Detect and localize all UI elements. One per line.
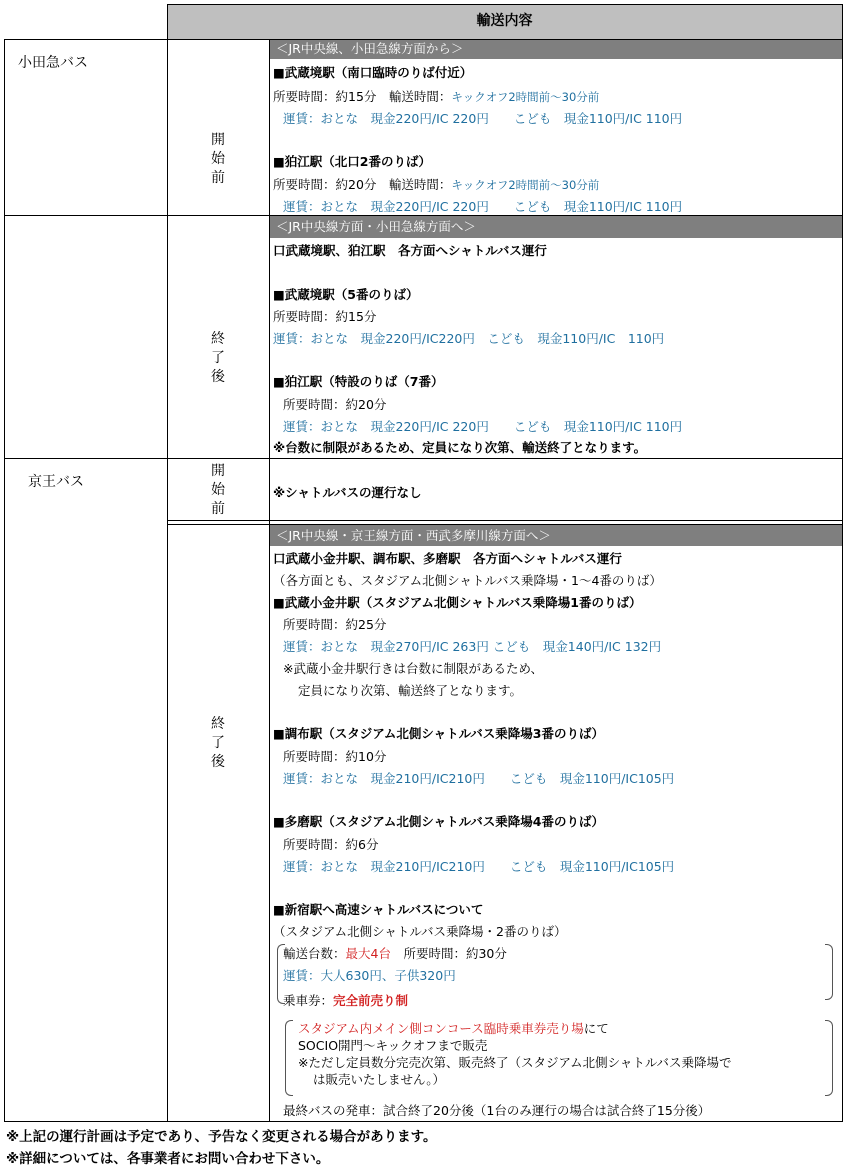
table-border	[4, 1121, 843, 1122]
table-border	[4, 458, 843, 459]
stop-title: ■調布駅（スタジアム北側シャトルバス乗降場3番のりば）	[273, 726, 605, 741]
pickup-location: （スタジアム北側シャトルバス乗降場・2番のりば）	[273, 924, 567, 939]
table-border	[4, 39, 5, 1122]
fare: 運賃：おとな 現金210円/IC210円 こども 現金110円/IC105円	[283, 859, 675, 874]
no-service-note: ※シャトルバスの運行なし	[273, 485, 422, 500]
vehicle-count: 輸送台数：最大4台 所要時間：約30分	[283, 946, 507, 961]
stop-title: ■狛江駅（特設のりば（7番）	[273, 374, 444, 389]
header-title: 輸送内容	[476, 13, 533, 29]
ticket-info: 乗車券：完全前売り制	[283, 993, 409, 1008]
fare: 運賃：おとな 現金270円/IC 263円 こども 現金140円/IC 132円	[283, 639, 662, 654]
table-border	[167, 4, 843, 5]
fare: 運賃：おとな 現金210円/IC210円 こども 現金110円/IC105円	[283, 771, 675, 786]
route-intro: 口武蔵境駅、狛江駅 各方面へシャトルバス運行	[273, 243, 547, 258]
route-intro: 口武蔵小金井駅、調布駅、多磨駅 各方面へシャトルバス運行	[273, 551, 622, 566]
footnote: ※詳細については、各事業者にお問い合わせ下さい。	[6, 1151, 330, 1167]
label-before: 開 始 前	[211, 463, 225, 517]
travel-time: 所要時間：約15分	[273, 309, 377, 324]
stop-title: ■多磨駅（スタジアム北側シャトルバス乗降場4番のりば）	[273, 814, 605, 829]
travel-time: 所要時間：約20分 輸送時間：キックオフ2時間前～30分前	[273, 177, 600, 192]
ticket-sales: SOCIO開門～キックオフまで販売	[298, 1038, 488, 1053]
capacity-note: ※武蔵小金井駅行きは台数に制限があるため、	[283, 661, 543, 676]
table-border	[167, 520, 843, 521]
travel-time: 所要時間：約25分	[283, 617, 387, 632]
travel-time: 所要時間：約6分	[283, 837, 379, 852]
section-bar: ＜JR中央線、小田急線方面から＞	[270, 40, 842, 59]
stop-title: ■武蔵小金井駅（スタジアム北側シャトルバス乗降場1番のりば）	[273, 595, 642, 610]
label-after: 終 了 後	[211, 331, 225, 385]
capacity-note: ※台数に制限があるため、定員になり次第、輸送終了となります。	[273, 440, 647, 455]
table-border	[842, 4, 843, 1122]
table-border	[269, 39, 270, 1122]
company-keio: 京王バス	[28, 474, 84, 490]
fare: 運賃：大人630円、子供320円	[283, 968, 456, 983]
label-before: 開 始 前	[211, 132, 225, 186]
route-intro-sub: （各方面とも、スタジアム北側シャトルバス乗降場・1～4番のりば）	[273, 573, 662, 588]
company-odakyu: 小田急バス	[18, 55, 88, 71]
fare: 運賃：おとな 現金220円/IC 220円 こども 現金110円/IC 110円	[283, 199, 683, 214]
travel-time: 所要時間：約20分	[283, 397, 387, 412]
stop-title: ■武蔵境駅（5番のりば）	[273, 287, 419, 302]
label-after: 終 了 後	[211, 716, 225, 770]
capacity-note: 定員になり次第、輸送終了となります。	[298, 683, 523, 698]
stop-title: ■狛江駅（北口2番のりば）	[273, 154, 432, 169]
ticket-sales: は販売いたしません。）	[313, 1072, 446, 1087]
stop-title: ■新宿駅へ高速シャトルバスについて	[273, 902, 484, 917]
section-bar: ＜JR中央線方面・小田急線方面へ＞	[270, 216, 842, 238]
fare: 運賃：おとな 現金220円/IC 220円 こども 現金110円/IC 110円	[283, 419, 683, 434]
footnote: ※上記の運行計画は予定であり、予告なく変更される場合があります。	[6, 1129, 437, 1145]
ticket-sales: スタジアム内メイン側コンコース臨時乗車券売り場にて	[298, 1021, 609, 1036]
table-border	[167, 4, 168, 1122]
last-bus: 最終バスの発車：試合終了20分後（1台のみ運行の場合は試合終了15分後）	[283, 1103, 711, 1118]
bracket	[825, 944, 833, 1000]
bracket	[825, 1020, 833, 1096]
travel-time: 所要時間：約15分 輸送時間：キックオフ2時間前～30分前	[273, 89, 600, 104]
fare: 運賃：おとな 現金220円/IC220円 こども 現金110円/IC 110円	[273, 331, 665, 346]
travel-time: 所要時間：約10分	[283, 749, 387, 764]
section-bar: ＜JR中央線・京王線方面・西武多摩川線方面へ＞	[270, 525, 842, 546]
stop-title: ■武蔵境駅（南口臨時のりば付近）	[273, 65, 473, 80]
fare: 運賃：おとな 現金220円/IC 220円 こども 現金110円/IC 110円	[283, 111, 683, 126]
ticket-sales: ※ただし定員数分完売次第、販売終了（スタジアム北側シャトルバス乗降場で	[298, 1055, 732, 1070]
bracket	[285, 1020, 293, 1096]
